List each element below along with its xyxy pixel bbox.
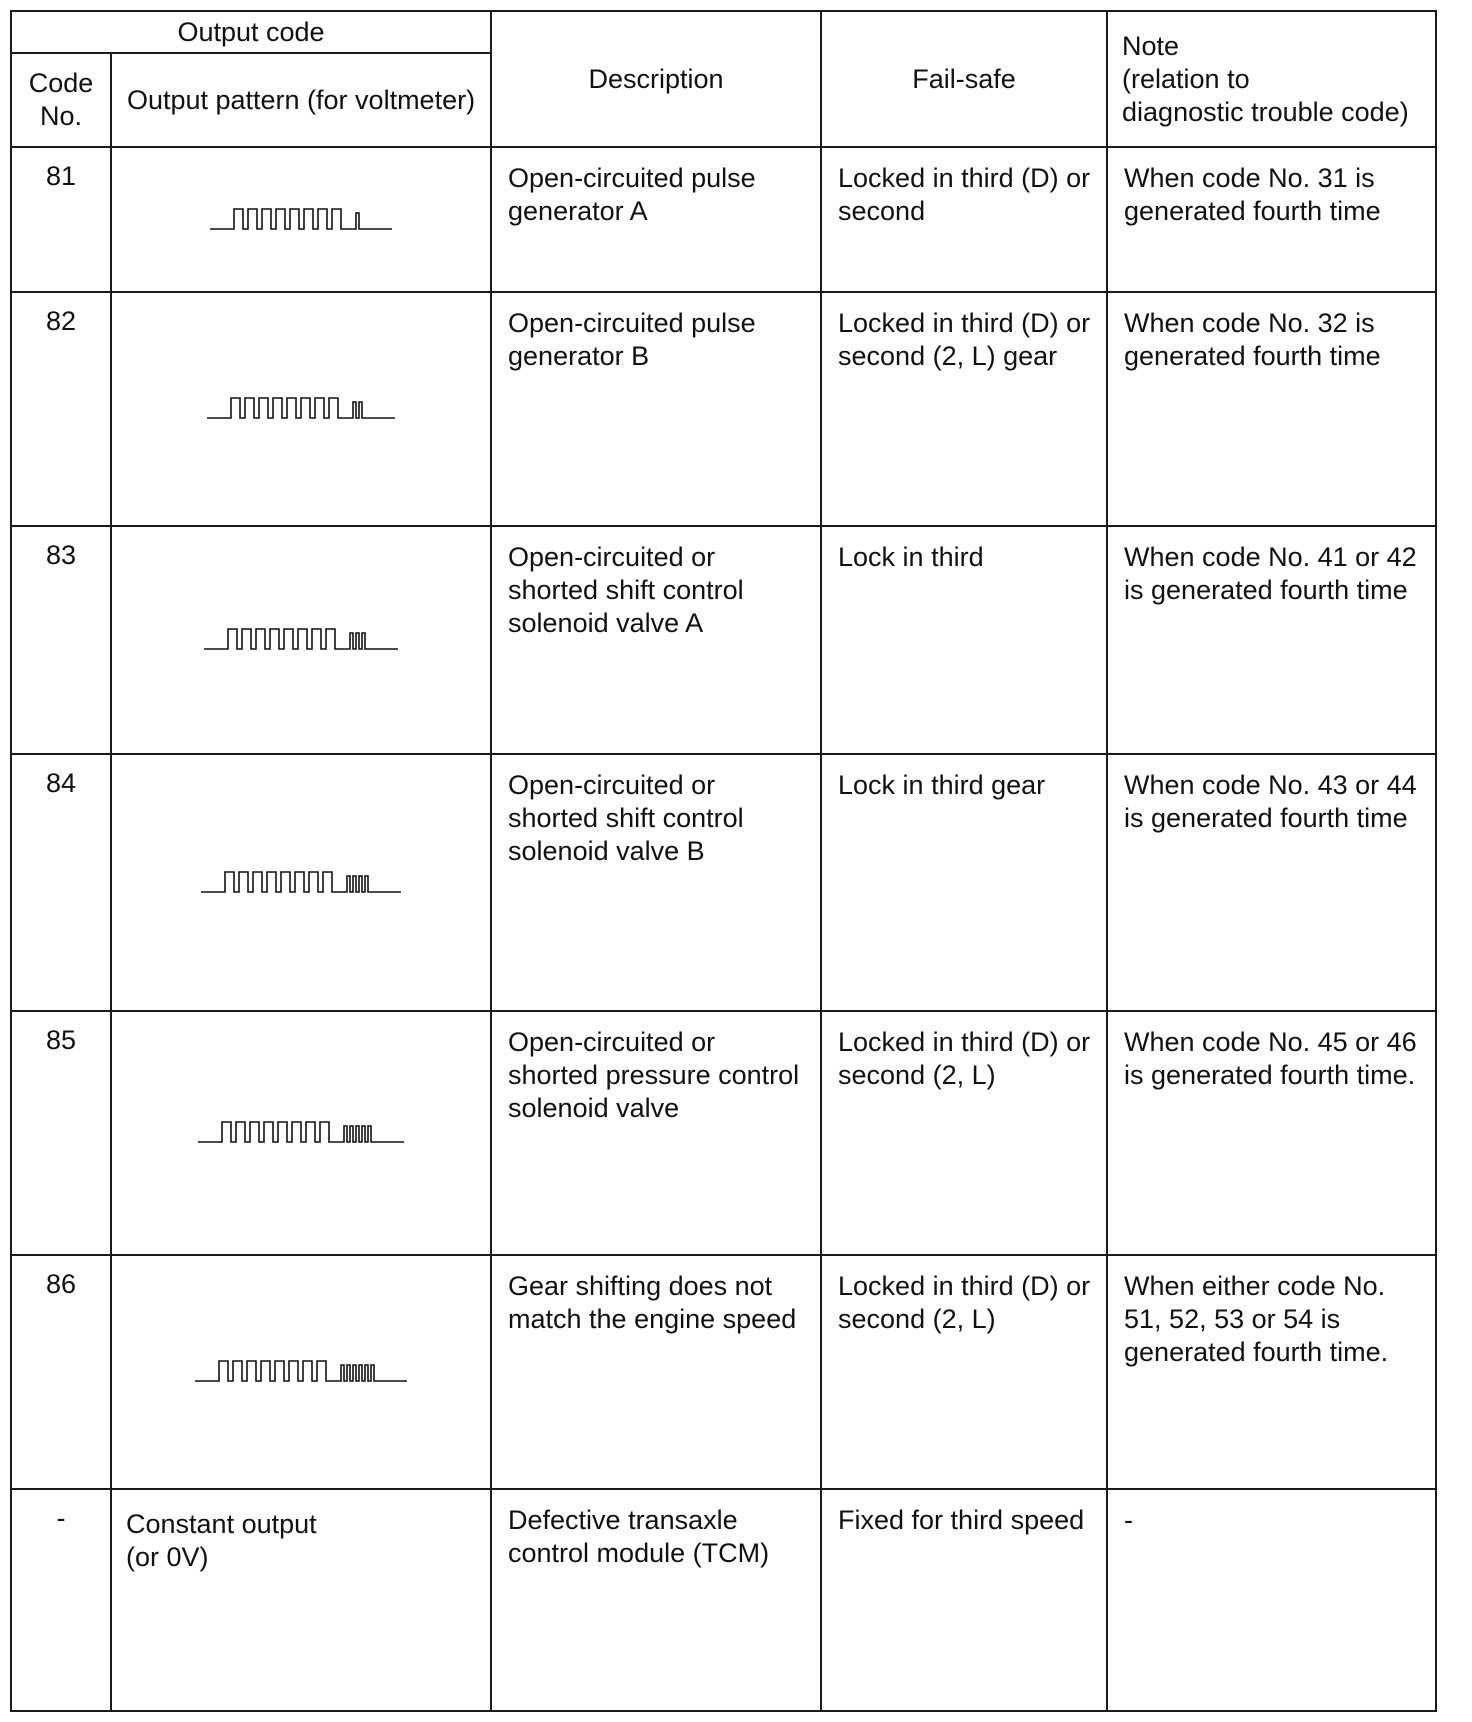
header-fail-safe: Fail-safe [821, 11, 1107, 147]
code-number: 84 [11, 754, 111, 1011]
code-number: 85 [11, 1011, 111, 1255]
pulse-waveform-icon [198, 1120, 404, 1146]
note-cell: When code No. 41 or 42 is generated fourth time [1107, 526, 1436, 754]
output-pattern-text: Constant output (or 0V) [111, 1489, 491, 1711]
pulse-waveform-icon [210, 207, 392, 233]
header-output-code: Output code [11, 11, 491, 53]
note-cell: When code No. 31 is generated fourth time [1107, 147, 1436, 292]
pulse-waveform-icon [195, 1359, 407, 1385]
code-number: 83 [11, 526, 111, 754]
pulse-waveform-icon [204, 627, 398, 653]
code-number: 86 [11, 1255, 111, 1489]
table-row [11, 526, 1436, 754]
description-cell: Open-circuited or shorted shift control solenoid valve B [491, 754, 821, 1011]
output-pattern-waveform [111, 754, 491, 1011]
fail-safe-cell: Locked in third (D) or second (2, L) [821, 1255, 1107, 1489]
output-pattern-waveform [111, 147, 491, 292]
code-number: 82 [11, 292, 111, 526]
note-cell: When code No. 32 is generated fourth time [1107, 292, 1436, 526]
fail-safe-cell: Lock in third [821, 526, 1107, 754]
header-code-no: Code No. [11, 53, 111, 147]
code-number: 81 [11, 147, 111, 292]
note-cell: When code No. 45 or 46 is generated fourth time. [1107, 1011, 1436, 1255]
fail-safe-cell: Locked in third (D) or second (2, L) gear [821, 292, 1107, 526]
pulse-waveform-icon [201, 870, 401, 896]
fail-safe-cell: Locked in third (D) or second [821, 147, 1107, 292]
table-row [11, 1255, 1436, 1489]
note-cell: - [1107, 1489, 1436, 1711]
table-row [11, 754, 1436, 1011]
description-cell: Gear shifting does not match the engine speed [491, 1255, 821, 1489]
note-cell: When either code No. 51, 52, 53 or 54 is generated fourth time. [1107, 1255, 1436, 1489]
description-cell: Defective transaxle control module (TCM) [491, 1489, 821, 1711]
fail-safe-cell: Locked in third (D) or second (2, L) [821, 1011, 1107, 1255]
description-cell: Open-circuited or shorted shift control solenoid valve A [491, 526, 821, 754]
code-number: - [11, 1489, 111, 1711]
table-row [11, 147, 1436, 292]
table-row [11, 1011, 1436, 1255]
pulse-waveform-icon [207, 396, 395, 422]
output-pattern-waveform [111, 292, 491, 526]
fail-safe-cell: Lock in third gear [821, 754, 1107, 1011]
header-note: Note (relation to diagnostic trouble code) [1107, 11, 1436, 147]
table-row [11, 292, 1436, 526]
header-description: Description [491, 11, 821, 147]
diagnostic-code-table [10, 10, 1437, 1712]
fail-safe-cell: Fixed for third speed [821, 1489, 1107, 1711]
description-cell: Open-circuited pulse generator A [491, 147, 821, 292]
description-cell: Open-circuited pulse generator B [491, 292, 821, 526]
table-row [11, 1489, 1436, 1711]
output-pattern-waveform [111, 526, 491, 754]
output-pattern-waveform [111, 1011, 491, 1255]
header-output-pattern: Output pattern (for voltmeter) [111, 53, 491, 147]
description-cell: Open-circuited or shorted pressure control solenoid valve [491, 1011, 821, 1255]
output-pattern-waveform [111, 1255, 491, 1489]
note-cell: When code No. 43 or 44 is generated fourth time [1107, 754, 1436, 1011]
